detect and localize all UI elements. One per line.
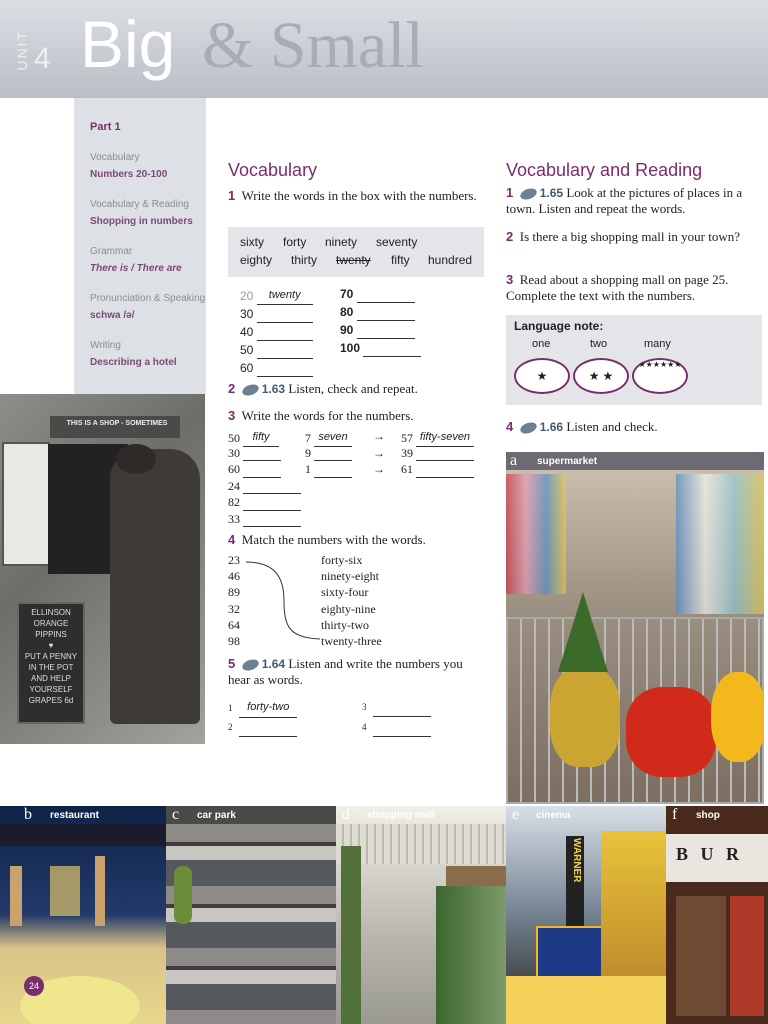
one-star-bubble: ★ — [514, 358, 570, 394]
cinema-photo — [506, 806, 666, 1024]
unit-number: 4 — [34, 42, 51, 75]
language-note: Language note: one two many ★ ★ ★ ★★★★★★ — [506, 315, 762, 405]
title-rest: & Small — [202, 9, 424, 82]
picture-letter-c: c — [172, 806, 180, 823]
part-label: Part 1 — [90, 121, 121, 133]
picture-label-shop: shop — [696, 810, 720, 821]
supermarket-photo — [506, 452, 764, 804]
sidebar-heading: Grammar — [90, 246, 133, 257]
picture-label-shopping-mall: shopping mall — [367, 810, 435, 821]
exercise-5: 5 1.64 Listen and write the numbers you hear as words. — [228, 656, 463, 687]
match-words: forty-six ninety-eight sixty-four eighty-nine thirty-two twenty-three — [321, 553, 382, 649]
exercise-3: 3 Write the words for the numbers. — [228, 408, 414, 423]
sidebar-value: Shopping in numbers — [90, 216, 193, 227]
many-star-bubble: ★★★★★★ — [632, 358, 688, 394]
picture-letter-e: e — [512, 806, 520, 823]
match-line — [244, 556, 324, 646]
picture-letter-d: d — [342, 806, 350, 823]
picture-letter-a: a — [510, 452, 518, 469]
sidebar-heading: Writing — [90, 340, 121, 351]
sidebar-value: Describing a hotel — [90, 357, 177, 368]
shop-sign: THIS IS A SHOP - SOMETIMES — [66, 420, 168, 427]
exercise-3-table: 50 fifty 7 seven → 57 fifty-seven 30 9 → 39 60 1 → 61 24 82 33 — [228, 428, 488, 527]
car-park-photo — [166, 806, 336, 1024]
shop-photo-f — [666, 806, 768, 1024]
woman-figure — [110, 449, 200, 724]
exercise-5-answers: 1 forty-two 3 2 4 — [228, 697, 488, 737]
vr-exercise-3: 3 Read about a shopping mall on page 25. Complete the text with the numbers. — [506, 272, 729, 303]
audio-cd-icon — [241, 382, 260, 397]
audio-cd-icon — [241, 657, 260, 672]
exercise-2: 2 1.63 Listen, check and repeat. — [228, 381, 418, 396]
picture-label-restaurant: restaurant — [50, 810, 99, 821]
title-big: Big — [80, 7, 176, 81]
vr-exercise-1: 1 1.65 Look at the pictures of places in a town. Listen and repeat the words. — [506, 185, 743, 216]
shop-photo — [0, 394, 205, 744]
sidebar-heading: Vocabulary & Reading — [90, 199, 189, 210]
audio-cd-icon — [519, 186, 538, 201]
contents-sidebar — [74, 98, 206, 394]
vocabulary-heading: Vocabulary — [228, 160, 318, 180]
picture-label-cinema: cinema — [536, 810, 571, 821]
picture-letter-f: f — [672, 806, 678, 823]
sidebar-heading: Vocabulary — [90, 152, 140, 163]
number-list-right: 70 80 90 100 — [340, 285, 421, 357]
two-star-bubble: ★ ★ — [573, 358, 629, 394]
sidebar-value: schwa /ə/ — [90, 310, 135, 321]
picture-label-supermarket: supermarket — [537, 456, 598, 467]
sidebar-value: There is / There are — [90, 263, 182, 274]
exercise-4: 4 Match the numbers with the words. — [228, 532, 426, 547]
number-list-left: 20 twenty 30 40 50 60 — [240, 285, 313, 377]
word-box: sixty forty ninety seventy eighty thirty twenty fifty hundred — [228, 227, 484, 277]
vr-exercise-4: 4 1.66 Listen and check. — [506, 419, 658, 434]
chalk-board: ELLINSON ORANGE PIPPINS ♥ PUT A PENNY IN THE POT AND HELP YOURSELF GRAPES 6d — [17, 602, 85, 724]
shop-sign-burberry: B U R — [676, 844, 744, 864]
sidebar-heading: Pronunciation & Speaking — [90, 293, 206, 304]
page-number: 24 — [24, 976, 44, 996]
audio-cd-icon — [519, 420, 538, 435]
match-numbers: 23 46 89 32 64 98 — [228, 553, 240, 649]
cinema-sign: WARNER — [571, 838, 582, 883]
picture-letter-b: b — [24, 806, 32, 823]
exercise-1: 1 Write the words in the box with the numbers. — [228, 188, 477, 203]
answer-twenty: twenty — [268, 289, 301, 301]
shopping-mall-photo — [336, 806, 506, 1024]
unit-label: UNIT — [14, 30, 30, 71]
picture-label-car-park: car park — [197, 810, 236, 821]
sidebar-value: Numbers 20-100 — [90, 169, 168, 180]
vocab-reading-heading: Vocabulary and Reading — [506, 160, 703, 180]
vr-exercise-2: 2 Is there a big shopping mall in your town? — [506, 229, 740, 244]
